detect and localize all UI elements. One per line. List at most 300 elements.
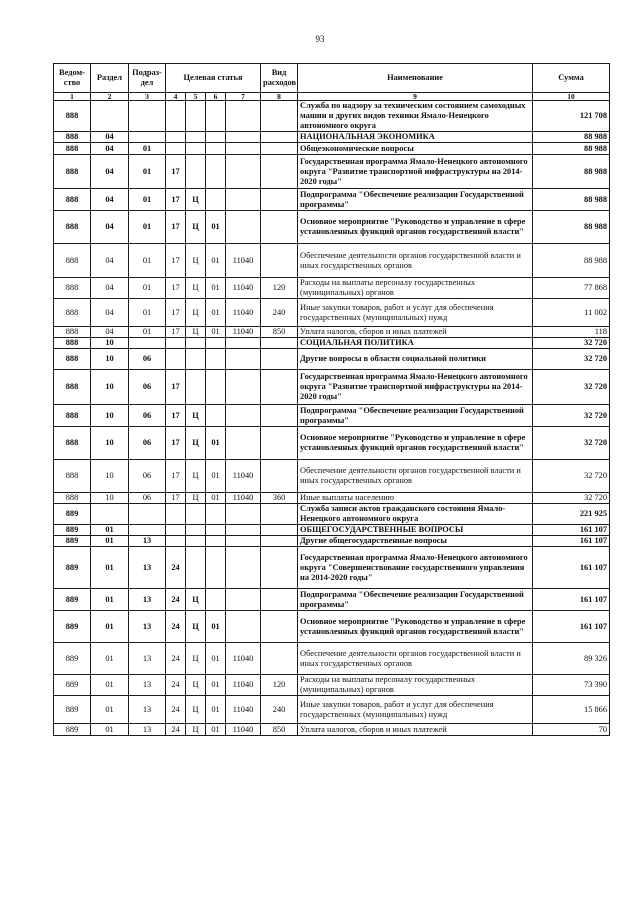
cell-summa: 32 720 (533, 370, 610, 405)
cell-activity: 01 (206, 696, 226, 724)
cell-podrazdel: 06 (129, 405, 166, 427)
cell-naimenovanie: Расходы на выплаты персоналу государственных (муниципальных) органов (298, 675, 533, 696)
cell-podrazdel: 13 (129, 611, 166, 643)
table-row (54, 427, 610, 460)
cell-direction: 11040 (226, 696, 261, 724)
cell-vedomstvo: 889 (54, 643, 91, 675)
cell-activity (206, 589, 226, 611)
cell-podrazdel: 01 (129, 278, 166, 299)
cell-vid-rashodov (261, 504, 298, 525)
cell-direction (226, 536, 261, 547)
cell-podrazdel: 13 (129, 547, 166, 589)
cell-activity: 01 (206, 299, 226, 327)
cell-naimenovanie: Другие общегосударственные вопросы (298, 536, 533, 547)
cell-summa: 77 868 (533, 278, 610, 299)
cell-razdel: 10 (91, 405, 129, 427)
cell-activity: 01 (206, 460, 226, 493)
table-row (54, 696, 610, 724)
cell-naimenovanie: Иные выплаты населению (298, 493, 533, 504)
cell-vedomstvo: 888 (54, 101, 91, 132)
cell-vid-rashodov (261, 643, 298, 675)
cell-podrazdel: 13 (129, 675, 166, 696)
cell-naimenovanie: Служба записи актов гражданского состояния Ямало-Ненецкого автономного округа (298, 504, 533, 525)
cell-naimenovanie: Основное мероприятие "Руководство и управление в сфере установленных функций органов государственной власти" (298, 211, 533, 244)
cell-vedomstvo: 889 (54, 724, 91, 736)
cell-direction (226, 189, 261, 211)
cell-razdel: 04 (91, 189, 129, 211)
cell-program (166, 349, 186, 370)
cell-direction: 11040 (226, 299, 261, 327)
cell-activity: 01 (206, 211, 226, 244)
cell-vedomstvo: 888 (54, 370, 91, 405)
cell-podrazdel: 01 (129, 211, 166, 244)
cell-vedomstvo: 888 (54, 405, 91, 427)
cell-razdel: 01 (91, 525, 129, 536)
cell-activity: 01 (206, 493, 226, 504)
cell-summa: 161 107 (533, 589, 610, 611)
cell-vedomstvo: 888 (54, 278, 91, 299)
cell-subprogram: Ц (186, 278, 206, 299)
cell-vedomstvo: 888 (54, 493, 91, 504)
cell-direction (226, 101, 261, 132)
cell-podrazdel: 13 (129, 696, 166, 724)
cell-podrazdel: 06 (129, 493, 166, 504)
cell-summa: 88 988 (533, 189, 610, 211)
table-row (54, 132, 610, 143)
cell-vid-rashodov (261, 101, 298, 132)
header-row (54, 64, 610, 93)
table-row (54, 278, 610, 299)
header-razdel: Раздел (91, 64, 129, 93)
cell-podrazdel: 01 (129, 155, 166, 189)
cell-subprogram (186, 155, 206, 189)
cell-subprogram (186, 338, 206, 349)
cell-razdel: 04 (91, 327, 129, 338)
cell-vedomstvo: 888 (54, 349, 91, 370)
cell-activity: 01 (206, 278, 226, 299)
cell-summa: 32 720 (533, 460, 610, 493)
cell-razdel: 04 (91, 143, 129, 155)
cell-activity: 01 (206, 427, 226, 460)
cell-summa: 88 988 (533, 244, 610, 278)
header-celevaya-statya: Целевая статья (166, 64, 261, 93)
cell-direction (226, 504, 261, 525)
cell-vedomstvo: 888 (54, 155, 91, 189)
budget-table (53, 63, 610, 736)
table-row (54, 460, 610, 493)
cell-summa: 11 002 (533, 299, 610, 327)
cell-activity (206, 155, 226, 189)
table-row (54, 338, 610, 349)
cell-vedomstvo: 889 (54, 611, 91, 643)
table-row (54, 525, 610, 536)
cell-vedomstvo: 888 (54, 211, 91, 244)
cell-direction (226, 589, 261, 611)
cell-podrazdel (129, 132, 166, 143)
cell-razdel: 01 (91, 643, 129, 675)
cell-summa: 88 988 (533, 132, 610, 143)
table-row (54, 189, 610, 211)
cell-razdel: 04 (91, 278, 129, 299)
cell-subprogram: Ц (186, 427, 206, 460)
cell-activity (206, 349, 226, 370)
table-row (54, 643, 610, 675)
cell-direction (226, 143, 261, 155)
cell-subprogram: Ц (186, 460, 206, 493)
cell-summa: 161 107 (533, 547, 610, 589)
cell-direction (226, 211, 261, 244)
cell-vid-rashodov: 240 (261, 299, 298, 327)
cell-razdel (91, 101, 129, 132)
cell-subprogram: Ц (186, 327, 206, 338)
cell-direction (226, 405, 261, 427)
cell-program (166, 338, 186, 349)
cell-direction: 11040 (226, 493, 261, 504)
cell-vedomstvo: 888 (54, 143, 91, 155)
cell-razdel: 10 (91, 427, 129, 460)
cell-vedomstvo: 888 (54, 427, 91, 460)
cell-naimenovanie: Уплата налогов, сборов и иных платежей (298, 327, 533, 338)
cell-direction: 11040 (226, 244, 261, 278)
cell-vid-rashodov (261, 211, 298, 244)
header-naimenovanie: Наименование (298, 64, 533, 93)
cell-naimenovanie: Подпрограмма "Обеспечение реализации Государственной программы" (298, 405, 533, 427)
cell-activity (206, 504, 226, 525)
cell-podrazdel: 01 (129, 244, 166, 278)
cell-podrazdel (129, 525, 166, 536)
cell-subprogram: Ц (186, 405, 206, 427)
cell-naimenovanie: Государственная программа Ямало-Ненецкого автономного округа "Совершенствование государственного управления на 2014-2020 годы" (298, 547, 533, 589)
cell-program (166, 143, 186, 155)
cell-naimenovanie: Подпрограмма "Обеспечение реализации Государственной программы" (298, 589, 533, 611)
cell-podrazdel: 06 (129, 370, 166, 405)
cell-naimenovanie: Иные закупки товаров, работ и услуг для обеспечения государственных (муниципальных) нужд (298, 299, 533, 327)
cell-razdel (91, 504, 129, 525)
cell-subprogram (186, 349, 206, 370)
cell-podrazdel: 01 (129, 327, 166, 338)
cell-direction (226, 349, 261, 370)
cell-razdel: 10 (91, 349, 129, 370)
cell-direction (226, 132, 261, 143)
cell-vedomstvo: 888 (54, 327, 91, 338)
cell-program: 17 (166, 460, 186, 493)
cell-activity: 01 (206, 724, 226, 736)
cell-naimenovanie: ОБЩЕГОСУДАРСТВЕННЫЕ ВОПРОСЫ (298, 525, 533, 536)
index-cell: 9 (298, 93, 533, 101)
cell-program: 17 (166, 299, 186, 327)
cell-summa: 32 720 (533, 405, 610, 427)
index-cell: 6 (206, 93, 226, 101)
cell-podrazdel: 13 (129, 643, 166, 675)
index-cell: 4 (166, 93, 186, 101)
cell-subprogram (186, 504, 206, 525)
cell-program (166, 536, 186, 547)
cell-program: 17 (166, 244, 186, 278)
cell-program (166, 504, 186, 525)
cell-summa: 121 708 (533, 101, 610, 132)
table-row (54, 155, 610, 189)
table-row (54, 675, 610, 696)
table-row (54, 370, 610, 405)
cell-subprogram (186, 143, 206, 155)
cell-subprogram: Ц (186, 675, 206, 696)
cell-naimenovanie: Общеэкономические вопросы (298, 143, 533, 155)
cell-subprogram: Ц (186, 589, 206, 611)
cell-summa: 70 (533, 724, 610, 736)
cell-razdel: 04 (91, 132, 129, 143)
cell-razdel: 01 (91, 724, 129, 736)
cell-program: 24 (166, 611, 186, 643)
cell-vid-rashodov (261, 155, 298, 189)
table-row (54, 211, 610, 244)
cell-direction: 11040 (226, 643, 261, 675)
cell-program: 17 (166, 427, 186, 460)
cell-podrazdel: 13 (129, 724, 166, 736)
cell-naimenovanie: Расходы на выплаты персоналу государственных (муниципальных) органов (298, 278, 533, 299)
cell-naimenovanie: Основное мероприятие "Руководство и управление в сфере установленных функций органов государственной власти" (298, 427, 533, 460)
cell-activity (206, 536, 226, 547)
cell-subprogram (186, 370, 206, 405)
cell-summa: 32 720 (533, 493, 610, 504)
cell-activity: 01 (206, 327, 226, 338)
cell-razdel: 01 (91, 696, 129, 724)
cell-activity: 01 (206, 611, 226, 643)
cell-program: 24 (166, 547, 186, 589)
cell-subprogram: Ц (186, 493, 206, 504)
cell-vedomstvo: 889 (54, 525, 91, 536)
cell-program: 17 (166, 327, 186, 338)
cell-direction (226, 338, 261, 349)
cell-subprogram (186, 132, 206, 143)
cell-razdel: 01 (91, 536, 129, 547)
cell-activity (206, 101, 226, 132)
table-row (54, 299, 610, 327)
cell-podrazdel: 13 (129, 536, 166, 547)
table-row (54, 244, 610, 278)
cell-razdel: 10 (91, 338, 129, 349)
cell-vid-rashodov (261, 536, 298, 547)
cell-program: 17 (166, 278, 186, 299)
cell-vedomstvo: 889 (54, 696, 91, 724)
cell-summa: 73 390 (533, 675, 610, 696)
cell-activity: 01 (206, 643, 226, 675)
cell-vid-rashodov: 850 (261, 327, 298, 338)
cell-subprogram: Ц (186, 244, 206, 278)
cell-naimenovanie: Государственная программа Ямало-Ненецкого автономного округа "Развитие транспортной инфраструктуры на 2014-2020 годы" (298, 370, 533, 405)
cell-vid-rashodov (261, 427, 298, 460)
cell-direction: 11040 (226, 724, 261, 736)
table-row (54, 493, 610, 504)
cell-naimenovanie: Государственная программа Ямало-Ненецкого автономного округа "Развитие транспортной инфраструктуры на 2014-2020 годы" (298, 155, 533, 189)
cell-subprogram: Ц (186, 696, 206, 724)
cell-activity: 01 (206, 244, 226, 278)
cell-razdel: 10 (91, 460, 129, 493)
cell-razdel: 01 (91, 675, 129, 696)
cell-program: 17 (166, 155, 186, 189)
cell-subprogram: Ц (186, 611, 206, 643)
cell-vid-rashodov (261, 349, 298, 370)
cell-program (166, 525, 186, 536)
header-vedomstvo: Ведом-ство (54, 64, 91, 93)
cell-podrazdel: 01 (129, 189, 166, 211)
cell-summa: 221 925 (533, 504, 610, 525)
cell-program (166, 132, 186, 143)
index-cell: 7 (226, 93, 261, 101)
cell-naimenovanie: Иные закупки товаров, работ и услуг для обеспечения государственных (муниципальных) нужд (298, 696, 533, 724)
cell-podrazdel: 13 (129, 589, 166, 611)
cell-summa: 88 988 (533, 211, 610, 244)
cell-vid-rashodov (261, 547, 298, 589)
cell-subprogram (186, 547, 206, 589)
cell-direction (226, 525, 261, 536)
table-row (54, 349, 610, 370)
cell-subprogram (186, 101, 206, 132)
cell-program: 24 (166, 724, 186, 736)
header-podrazdel: Подраз-дел (129, 64, 166, 93)
cell-naimenovanie: Другие вопросы в области социальной политики (298, 349, 533, 370)
cell-program: 17 (166, 493, 186, 504)
index-cell: 1 (54, 93, 91, 101)
cell-podrazdel: 01 (129, 143, 166, 155)
cell-activity (206, 338, 226, 349)
cell-subprogram: Ц (186, 189, 206, 211)
cell-naimenovanie: СОЦИАЛЬНАЯ ПОЛИТИКА (298, 338, 533, 349)
cell-summa: 161 107 (533, 611, 610, 643)
cell-subprogram: Ц (186, 299, 206, 327)
cell-direction (226, 370, 261, 405)
table-row (54, 504, 610, 525)
cell-vid-rashodov (261, 143, 298, 155)
cell-razdel: 01 (91, 589, 129, 611)
cell-vedomstvo: 889 (54, 536, 91, 547)
cell-program: 17 (166, 189, 186, 211)
cell-naimenovanie: Уплата налогов, сборов и иных платежей (298, 724, 533, 736)
index-cell: 8 (261, 93, 298, 101)
cell-naimenovanie: Обеспечение деятельности органов государственной власти и иных государственных органов (298, 244, 533, 278)
cell-summa: 88 988 (533, 143, 610, 155)
index-cell: 3 (129, 93, 166, 101)
cell-summa: 32 720 (533, 349, 610, 370)
cell-vedomstvo: 889 (54, 589, 91, 611)
cell-activity (206, 370, 226, 405)
cell-summa: 89 326 (533, 643, 610, 675)
cell-razdel: 04 (91, 244, 129, 278)
header-vid-rashodov: Вид расходов (261, 64, 298, 93)
cell-subprogram: Ц (186, 211, 206, 244)
cell-summa: 32 720 (533, 338, 610, 349)
cell-subprogram: Ц (186, 643, 206, 675)
column-index-row (54, 93, 610, 101)
cell-summa: 88 988 (533, 155, 610, 189)
index-cell: 2 (91, 93, 129, 101)
cell-subprogram: Ц (186, 724, 206, 736)
cell-vid-rashodov: 240 (261, 696, 298, 724)
cell-direction (226, 547, 261, 589)
cell-vedomstvo: 889 (54, 675, 91, 696)
cell-program: 24 (166, 643, 186, 675)
cell-vid-rashodov (261, 132, 298, 143)
table-row (54, 724, 610, 736)
cell-program: 17 (166, 370, 186, 405)
cell-razdel: 04 (91, 155, 129, 189)
cell-vid-rashodov (261, 405, 298, 427)
index-cell: 5 (186, 93, 206, 101)
cell-vid-rashodov (261, 589, 298, 611)
cell-vedomstvo: 888 (54, 189, 91, 211)
cell-naimenovanie: Подпрограмма "Обеспечение реализации Государственной программы" (298, 189, 533, 211)
cell-summa: 118 (533, 327, 610, 338)
cell-vid-rashodov (261, 338, 298, 349)
cell-naimenovanie: Служба по надзору за техническим состоянием самоходных машин и других видов техники Ямало-Ненецкого автономного округа (298, 101, 533, 132)
cell-direction: 11040 (226, 278, 261, 299)
cell-summa: 15 866 (533, 696, 610, 724)
table-row (54, 327, 610, 338)
cell-vid-rashodov (261, 525, 298, 536)
cell-vid-rashodov (261, 611, 298, 643)
cell-naimenovanie: Обеспечение деятельности органов государственной власти и иных государственных органов (298, 643, 533, 675)
table-row (54, 547, 610, 589)
index-cell: 10 (533, 93, 610, 101)
cell-summa: 161 107 (533, 525, 610, 536)
cell-vedomstvo: 888 (54, 460, 91, 493)
cell-vid-rashodov: 360 (261, 493, 298, 504)
cell-activity (206, 132, 226, 143)
cell-vid-rashodov (261, 460, 298, 493)
cell-razdel: 01 (91, 611, 129, 643)
cell-program: 17 (166, 211, 186, 244)
cell-activity (206, 525, 226, 536)
cell-vid-rashodov: 850 (261, 724, 298, 736)
cell-activity: 01 (206, 675, 226, 696)
cell-program: 24 (166, 589, 186, 611)
cell-podrazdel (129, 338, 166, 349)
table-row (54, 589, 610, 611)
cell-vid-rashodov: 120 (261, 278, 298, 299)
cell-vid-rashodov: 120 (261, 675, 298, 696)
cell-podrazdel (129, 101, 166, 132)
cell-naimenovanie: Обеспечение деятельности органов государственной власти и иных государственных органов (298, 460, 533, 493)
cell-razdel: 04 (91, 299, 129, 327)
page-number: 93 (315, 34, 325, 44)
cell-direction (226, 427, 261, 460)
table-row (54, 101, 610, 132)
table-row (54, 405, 610, 427)
cell-program (166, 101, 186, 132)
cell-naimenovanie: Основное мероприятие "Руководство и управление в сфере установленных функций органов государственной власти" (298, 611, 533, 643)
cell-podrazdel (129, 504, 166, 525)
cell-activity (206, 143, 226, 155)
table-row (54, 611, 610, 643)
cell-direction: 11040 (226, 327, 261, 338)
cell-activity (206, 405, 226, 427)
cell-vid-rashodov (261, 370, 298, 405)
cell-program: 17 (166, 405, 186, 427)
cell-activity (206, 547, 226, 589)
table-body (54, 101, 610, 736)
cell-vedomstvo: 888 (54, 132, 91, 143)
cell-razdel: 10 (91, 493, 129, 504)
cell-vid-rashodov (261, 189, 298, 211)
cell-direction (226, 611, 261, 643)
cell-summa: 32 720 (533, 427, 610, 460)
cell-razdel: 04 (91, 211, 129, 244)
cell-razdel: 01 (91, 547, 129, 589)
cell-podrazdel: 06 (129, 460, 166, 493)
cell-naimenovanie: НАЦИОНАЛЬНАЯ ЭКОНОМИКА (298, 132, 533, 143)
cell-direction (226, 155, 261, 189)
cell-podrazdel: 01 (129, 299, 166, 327)
cell-vedomstvo: 889 (54, 547, 91, 589)
